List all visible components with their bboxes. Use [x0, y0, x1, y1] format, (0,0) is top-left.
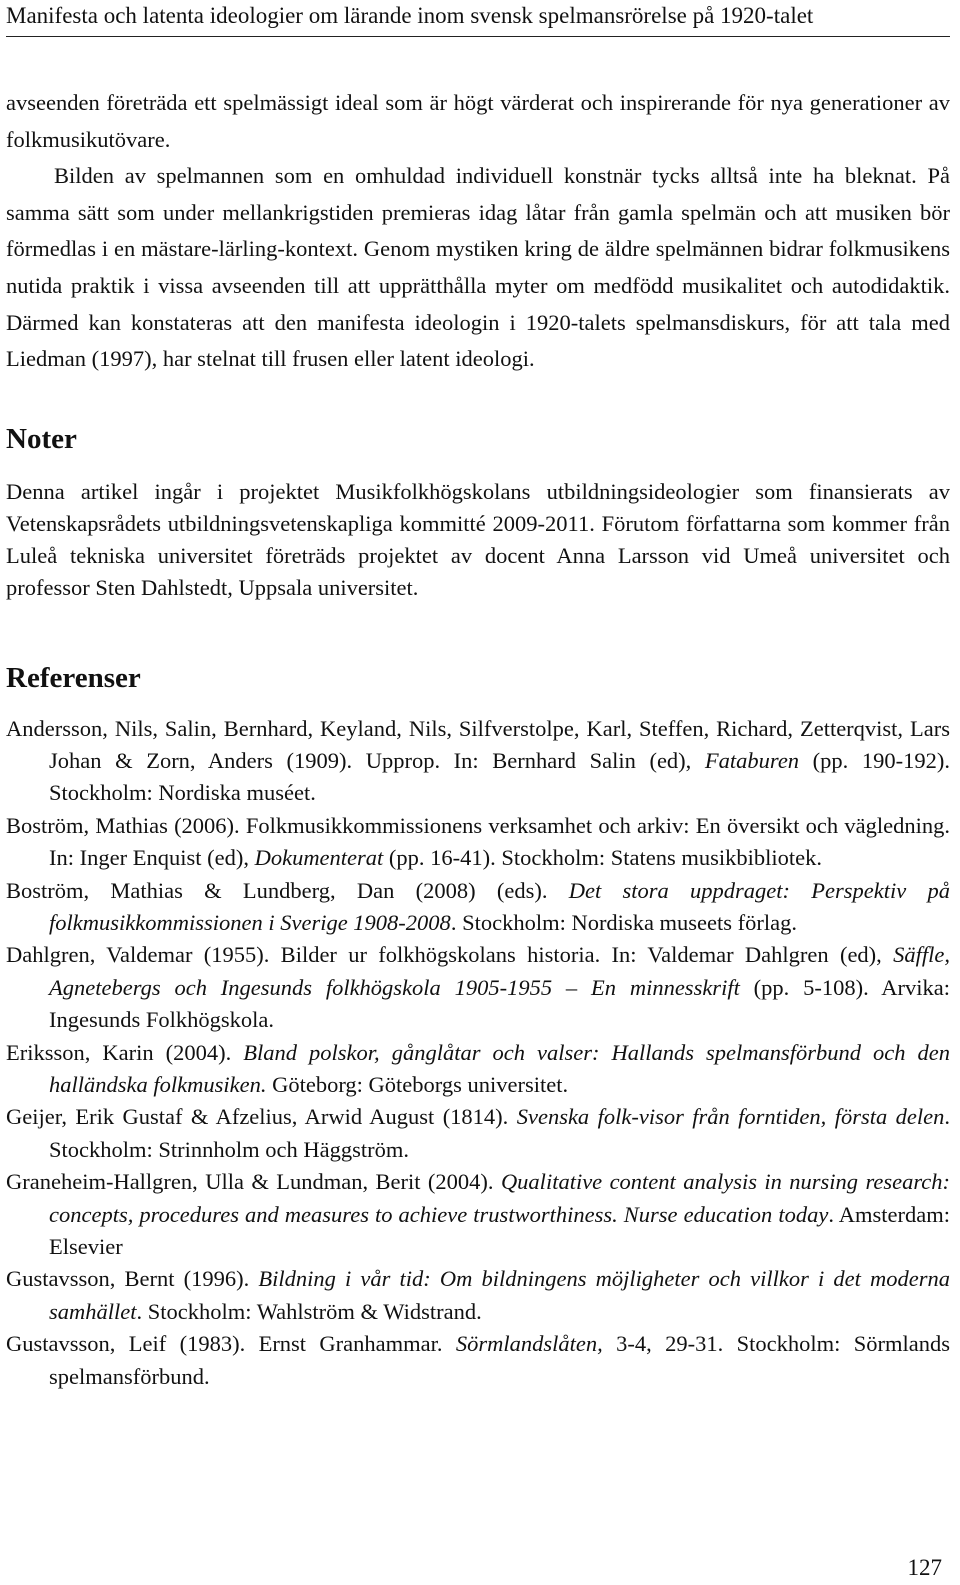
- reference-entry: [6, 939, 950, 1036]
- notes-heading: Noter: [6, 422, 77, 455]
- reference-title: Bland polskor, gånglåtar och valser: Hallands spelmansförbund och den halländska folkmusiken.: [49, 1039, 951, 1098]
- reference-entry: [6, 875, 950, 940]
- reference-text: . Stockholm: Strinnholm och Häggström.: [49, 1104, 950, 1162]
- reference-text: Gustavsson, Leif (1983). Ernst Granhammar.: [6, 1331, 456, 1357]
- reference-text: . Stockholm: Wahlström & Widstrand.: [136, 1298, 482, 1324]
- reference-title: Svenska folk-visor från forntiden, första delen: [516, 1104, 945, 1130]
- reference-entry: [6, 1263, 950, 1328]
- reference-list: [6, 713, 950, 1394]
- body-paragraph: Bilden av spelmannen som en omhuldad individuell konstnär tycks alltså inte ha bleknat. På samma sätt som under mellankrigstiden premieras idag låtar från gamla spelmän och att musiken bör förmedlas i en mästare-lärling-kontext. Genom mystiken kring de äldre spelmännen bidrar folkmusikens nutida praktik i vissa avseenden till att upprätthålla myter om medfödd musikalitet och autodidaktik. Därmed kan konstateras att den manifesta ideologin i 1920-talets spelmansdiskurs, för att tala med Liedman (1997), har stelnat till frusen eller latent ideologi.: [6, 163, 950, 372]
- reference-text: Gustavsson, Bernt (1996).: [6, 1266, 259, 1292]
- reference-entry: [6, 713, 950, 810]
- reference-entry: [6, 1101, 950, 1166]
- notes-paragraph: Denna artikel ingår i projektet Musikfolkhögskolans utbildningsideologier som finansierats av Vetenskapsrådets utbildningsvetenskapliga kommitté 2009-2011. Förutom författarna som kommer från Luleå tekniska universitet företräds projektet av docent Anna Larsson vid Umeå universitet och professor Sten Dahlstedt, Uppsala universitet.: [6, 478, 950, 601]
- reference-entry: [6, 810, 950, 875]
- reference-title: Dokumenterat: [254, 845, 384, 871]
- reference-title: Qualitative content analysis in nursing research: concepts, procedures and measures to achieve trustworthiness. Nurse education today: [49, 1169, 950, 1227]
- reference-title: Fataburen: [704, 747, 800, 773]
- reference-text: Geijer, Erik Gustaf & Afzelius, Arwid August (1814).: [6, 1104, 517, 1130]
- page-number: 127: [907, 1555, 942, 1580]
- reference-text: Andersson, Nils, Salin, Bernhard, Keyland, Nils, Silfverstolpe, Karl, Steffen, Richard, Zetterqvist, Lars Johan & Zorn, Anders (1909). Upprop. In: Bernhard Salin (ed),: [6, 715, 950, 773]
- reference-text: (pp. 190-192). Stockholm: Nordiska muséet.: [49, 747, 950, 806]
- reference-entry: [6, 1166, 950, 1263]
- reference-text: Graneheim-Hallgren, Ulla & Lundman, Berit (2004).: [6, 1169, 501, 1195]
- reference-title: Säffle, Agnetebergs och Ingesunds folkhögskola 1905-1955 – En minnesskrift: [49, 942, 950, 1000]
- references-heading: Referenser: [6, 661, 141, 694]
- reference-text: Dahlgren, Valdemar (1955). Bilder ur folkhögskolans historia. In: Valdemar Dahlgren (ed),: [6, 942, 894, 968]
- reference-text: (pp. 16-41). Stockholm: Statens musikbibliotek.: [383, 845, 823, 871]
- reference-text: . Stockholm: Nordiska museets förlag.: [450, 910, 798, 935]
- reference-text: Eriksson, Karin (2004).: [6, 1039, 244, 1065]
- reference-text: . Amsterdam: Elsevier: [49, 1201, 950, 1260]
- running-header: Manifesta och latenta ideologier om lärande inom svensk spelmansrörelse på 1920-talet: [6, 0, 950, 37]
- reference-text: 3-4, 29-31. Stockholm: Sörmlands spelmansförbund.: [49, 1331, 950, 1389]
- body-text: [6, 85, 950, 378]
- reference-text: Göteborg: Göteborgs universitet.: [266, 1072, 569, 1098]
- reference-entry: [6, 1328, 950, 1393]
- reference-text: (pp. 5-108). Arvika: Ingesunds Folkhögskola.: [49, 974, 951, 1033]
- reference-title: Bildning i vår tid: Om bildningens möjligheter och villkor i det moderna samhället: [49, 1266, 950, 1324]
- reference-title: Sörmlandslåten,: [455, 1331, 603, 1357]
- reference-text: Boström, Mathias (2006). Folkmusikkommissionens verksamhet och arkiv: En översikt och vägledning. In: Inger Enquist (ed),: [6, 812, 950, 871]
- reference-title: Det stora uppdraget: Perspektiv på folkmusikkommissionen i Sverige 1908-2008: [49, 877, 950, 935]
- reference-entry: [6, 1037, 950, 1102]
- notes-text: [6, 476, 950, 605]
- body-paragraph: avseenden företräda ett spelmässigt ideal som är högt värderat och inspirerande för nya generationer av folkmusikutövare.: [6, 90, 950, 152]
- reference-text: Boström, Mathias & Lundberg, Dan (2008) (eds).: [6, 877, 569, 903]
